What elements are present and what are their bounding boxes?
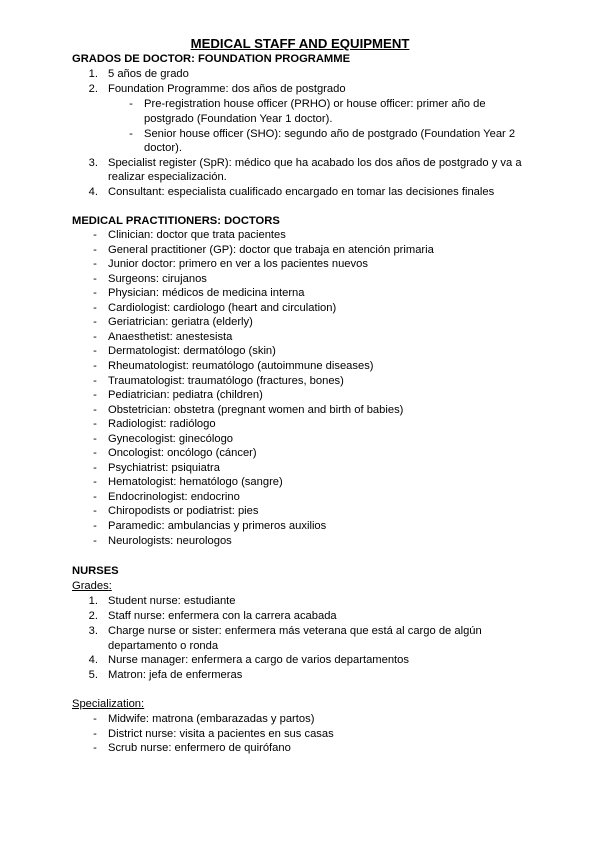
grades-label: Grades: <box>72 580 112 592</box>
list-dash: - <box>93 727 97 740</box>
list-dash: - <box>129 128 133 140</box>
list-item-text: Hematologist: hematólogo (sangre) <box>108 476 283 489</box>
list-item-text: Senior house officer (SHO): segundo año de postgrado (Foundation Year 2 <box>144 128 516 140</box>
list-item-text: Anaesthetist: anestesista <box>108 330 233 343</box>
list-item-text: Foundation Programme: dos años de postgrado <box>108 83 346 95</box>
list-item-text: Cardiologist: cardiologo (heart and circulation) <box>108 301 337 314</box>
list-dash: - <box>129 98 133 110</box>
list-dash: - <box>93 301 97 314</box>
page-title: MEDICAL STAFF AND EQUIPMENT <box>190 36 410 51</box>
list-item-text: Junior doctor: primero en ver a los pacientes nuevos <box>108 258 368 271</box>
list-item-text: Paramedic: ambulancias y primeros auxilios <box>108 520 327 532</box>
list-dash: - <box>93 461 97 474</box>
list-item-text: General practitioner (GP): doctor que trabaja en atención primaria <box>108 243 434 256</box>
specialization-label: Specialization: <box>72 698 145 710</box>
list-item-text: Endocrinologist: endocrino <box>108 490 240 503</box>
list-number: 2. <box>88 610 98 622</box>
list-item-text: Clinician: doctor que trata pacientes <box>108 229 286 241</box>
list-dash: - <box>93 374 97 387</box>
list-number: 4. <box>88 186 98 198</box>
list-item-text: Chiropodists or podiatrist: pies <box>108 505 259 518</box>
list-item-text: Staff nurse: enfermera con la carrera acabada <box>108 610 337 622</box>
list-item-text: 5 años de grado <box>108 68 189 80</box>
list-item-text: Traumatologist: traumatólogo (fractures, bones) <box>108 374 344 387</box>
list-item-text: Physician: médicos de medicina interna <box>108 287 305 300</box>
list-number: 5. <box>88 669 98 681</box>
list-item-text: Pediatrician: pediatra (children) <box>108 389 263 402</box>
list-dash: - <box>93 476 97 489</box>
list-dash: - <box>93 403 97 416</box>
list-dash: - <box>93 243 97 256</box>
list-item-text: Specialist register (SpR): médico que ha acabado los dos años de postgrado y va a <box>108 157 522 169</box>
list-dash: - <box>93 330 97 343</box>
list-item-text: doctor). <box>144 142 182 154</box>
list-item-text: postgrado (Foundation Year 1 doctor). <box>144 113 333 125</box>
list-item-text: Surgeons: cirujanos <box>108 272 207 285</box>
list-dash: - <box>93 316 97 329</box>
list-number: 4. <box>88 654 98 666</box>
list-number: 1. <box>88 68 98 80</box>
list-number: 3. <box>88 625 98 637</box>
list-item-text: Nurse manager: enfermera a cargo de varios departamentos <box>108 654 409 666</box>
list-dash: - <box>93 505 97 518</box>
list-dash: - <box>93 520 97 532</box>
list-dash: - <box>93 272 97 285</box>
list-item-text: District nurse: visita a pacientes en sus casas <box>108 727 334 740</box>
list-dash: - <box>93 432 97 445</box>
list-dash: - <box>93 359 97 372</box>
list-item-text: Rheumatologist: reumatólogo (autoimmune diseases) <box>108 359 374 372</box>
list-item-text: departamento o ronda <box>108 640 219 652</box>
list-item-text: Radiologist: radiólogo <box>108 418 216 431</box>
list-dash: - <box>93 229 97 241</box>
section-heading-nurses: NURSES <box>72 565 119 577</box>
list-dash: - <box>93 418 97 431</box>
list-number: 1. <box>88 595 98 607</box>
list-item-text: Neurologists: neurologos <box>108 534 232 547</box>
list-dash: - <box>93 389 97 402</box>
list-item-text: Midwife: matrona (embarazadas y partos) <box>108 713 315 725</box>
list-dash: - <box>93 490 97 503</box>
list-item-text: Oncologist: oncólogo (cáncer) <box>108 447 257 460</box>
list-number: 3. <box>88 157 98 169</box>
list-number: 2. <box>88 83 98 95</box>
list-dash: - <box>93 742 97 755</box>
list-item-text: Matron: jefa de enfermeras <box>108 669 243 681</box>
list-item-text: Obstetrician: obstetra (pregnant women and birth of babies) <box>108 403 404 416</box>
list-item-text: Pre-registration house officer (PRHO) or house officer: primer año de <box>144 98 486 110</box>
list-dash: - <box>93 447 97 460</box>
list-dash: - <box>93 258 97 271</box>
list-item-text: Consultant: especialista cualificado encargado en tomar las decisiones finales <box>108 186 495 198</box>
list-dash: - <box>93 534 97 547</box>
list-item-text: Charge nurse or sister: enfermera más veterana que está al cargo de algún <box>108 625 482 637</box>
list-item-text: Dermatologist: dermatólogo (skin) <box>108 345 276 358</box>
section-heading-doctors: MEDICAL PRACTITIONERS: DOCTORS <box>72 215 280 227</box>
list-dash: - <box>93 345 97 358</box>
list-item-text: Psychiatrist: psiquiatra <box>108 461 220 474</box>
list-item-text: realizar especialización. <box>108 171 227 183</box>
list-item-text: Gynecologist: ginecólogo <box>108 432 234 445</box>
list-dash: - <box>93 713 97 725</box>
section-heading-doctor-grades: GRADOS DE DOCTOR: FOUNDATION PROGRAMME <box>72 53 351 65</box>
list-item-text: Scrub nurse: enfermero de quirófano <box>108 742 291 755</box>
list-item-text: Geriatrician: geriatra (elderly) <box>108 316 253 329</box>
list-item-text: Student nurse: estudiante <box>108 595 236 607</box>
list-dash: - <box>93 287 97 300</box>
